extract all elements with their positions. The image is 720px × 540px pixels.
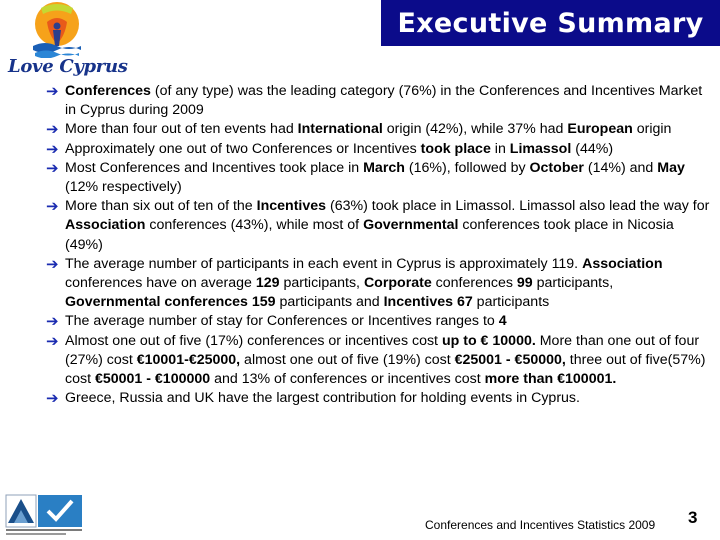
bullet-bold-text: International <box>297 121 383 138</box>
bullet-text: Almost one out of five (17%) conferences or incentives cost <box>65 332 442 349</box>
summary-bullet <box>10 332 710 390</box>
arrow-bullet-icon: ➔ <box>46 255 59 273</box>
page-title: Executive Summary <box>397 7 704 39</box>
certification-logo-icon <box>4 493 84 537</box>
bullet-bold-text: 129 <box>255 275 280 292</box>
bullet-bold-text: Governmental conferences 159 <box>65 294 276 311</box>
arrow-bullet-icon: ➔ <box>46 198 59 216</box>
bullet-text: More than one out of four (27%) cost <box>65 332 700 368</box>
bullet-bold-text: Governmental <box>363 217 459 234</box>
bullet-text: conferences have on average <box>65 275 256 292</box>
page-number: 3 <box>688 508 698 527</box>
bullet-text: almost one out of five (19%) cost <box>240 351 455 368</box>
summary-bullet <box>10 82 710 120</box>
summary-bullet-list <box>10 82 710 408</box>
bullet-text: origin <box>632 121 672 138</box>
sun-logo-icon <box>31 2 83 58</box>
arrow-bullet-icon: ➔ <box>46 121 59 139</box>
bullet-bold-text: Incentives <box>256 198 327 215</box>
bullet-bold-text: more than €100001. <box>484 371 617 388</box>
bullet-bold-text: up to € 10000. <box>441 332 536 349</box>
bullet-text: (14%) and <box>583 159 658 176</box>
bullet-text: The average number of participants in each event in Cyprus is approximately 119. <box>65 255 583 272</box>
bullet-bold-text: October <box>529 159 584 176</box>
footer-caption: Conferences and Incentives Statistics 2009 <box>425 518 656 532</box>
summary-bullet <box>10 120 710 139</box>
arrow-bullet-icon: ➔ <box>46 390 59 408</box>
bullet-bold-text: May <box>657 159 685 176</box>
arrow-bullet-icon: ➔ <box>46 140 59 158</box>
summary-bullet <box>10 255 710 313</box>
bullet-text: conferences (43%), while most of <box>145 217 364 234</box>
bullet-text: More than four out of ten events had <box>65 121 298 138</box>
bullet-text: conferences took place in Nicosia (49%) <box>65 217 674 253</box>
bullet-bold-text: March <box>363 159 405 176</box>
bullet-text: three out of five(57%) cost <box>65 351 706 388</box>
bullet-bold-text: 99 <box>516 275 533 292</box>
bullet-text: (12% respectively) <box>65 179 182 196</box>
bullet-text: The average number of stay for Conferences or Incentives ranges to <box>65 313 499 330</box>
bullet-bold-text: European <box>567 121 633 138</box>
bullet-bold-text: Association <box>582 255 663 272</box>
bullet-bold-text: €25001 - €50000, <box>454 351 566 368</box>
bullet-text: participants <box>472 294 550 311</box>
bullet-text: Most Conferences and Incentives took place in <box>65 159 364 176</box>
bullet-text: Approximately one out of two Conferences or Incentives <box>65 140 421 157</box>
summary-bullet <box>10 159 710 197</box>
bullet-text: (of any type) was the leading category (76%) in the Conferences and Incentives Market in Cyprus during 2009 <box>65 83 703 119</box>
logo-wordmark: Love Cyprus <box>8 56 128 77</box>
bullet-bold-text: Corporate <box>363 275 432 292</box>
arrow-bullet-icon: ➔ <box>46 313 59 331</box>
bullet-text: participants, <box>279 275 364 292</box>
title-banner <box>381 0 720 46</box>
bullet-bold-text: €10001-€25000, <box>136 351 241 368</box>
love-cyprus-logo <box>6 2 128 80</box>
bullet-text: origin (42%), while 37% had <box>382 121 568 138</box>
summary-bullet <box>10 312 710 331</box>
arrow-bullet-icon: ➔ <box>46 83 59 100</box>
bullet-bold-text: 4 <box>498 313 507 330</box>
arrow-bullet-icon: ➔ <box>46 332 59 350</box>
summary-bullet <box>10 197 710 255</box>
bullet-text: (63%) took place in Limassol. Limassol also lead the way for <box>326 198 710 215</box>
bullet-text: participants and <box>275 294 384 311</box>
bullet-bold-text: Conferences <box>65 83 151 99</box>
bullet-text: Greece, Russia and UK have the largest contribution for holding events in Cyprus. <box>65 390 580 407</box>
summary-bullet <box>10 140 710 159</box>
bullet-text: participants, <box>532 275 614 292</box>
bullet-bold-text: took place <box>420 140 491 157</box>
summary-bullet <box>10 389 710 408</box>
bullet-text: (16%), followed by <box>404 159 530 176</box>
bullet-text: conferences <box>431 275 517 292</box>
bullet-bold-text: €50001 - €100000 <box>94 371 211 388</box>
arrow-bullet-icon: ➔ <box>46 159 59 177</box>
bullet-bold-text: Association <box>65 217 146 234</box>
bullet-text: and 13% of conferences or incentives cost <box>210 371 485 388</box>
bullet-text: in <box>490 140 510 157</box>
bullet-bold-text: Limassol <box>509 140 572 157</box>
bullet-text: (44%) <box>571 140 614 157</box>
bullet-bold-text: Incentives 67 <box>383 294 473 311</box>
bullet-text: More than six out of ten of the <box>65 198 257 215</box>
